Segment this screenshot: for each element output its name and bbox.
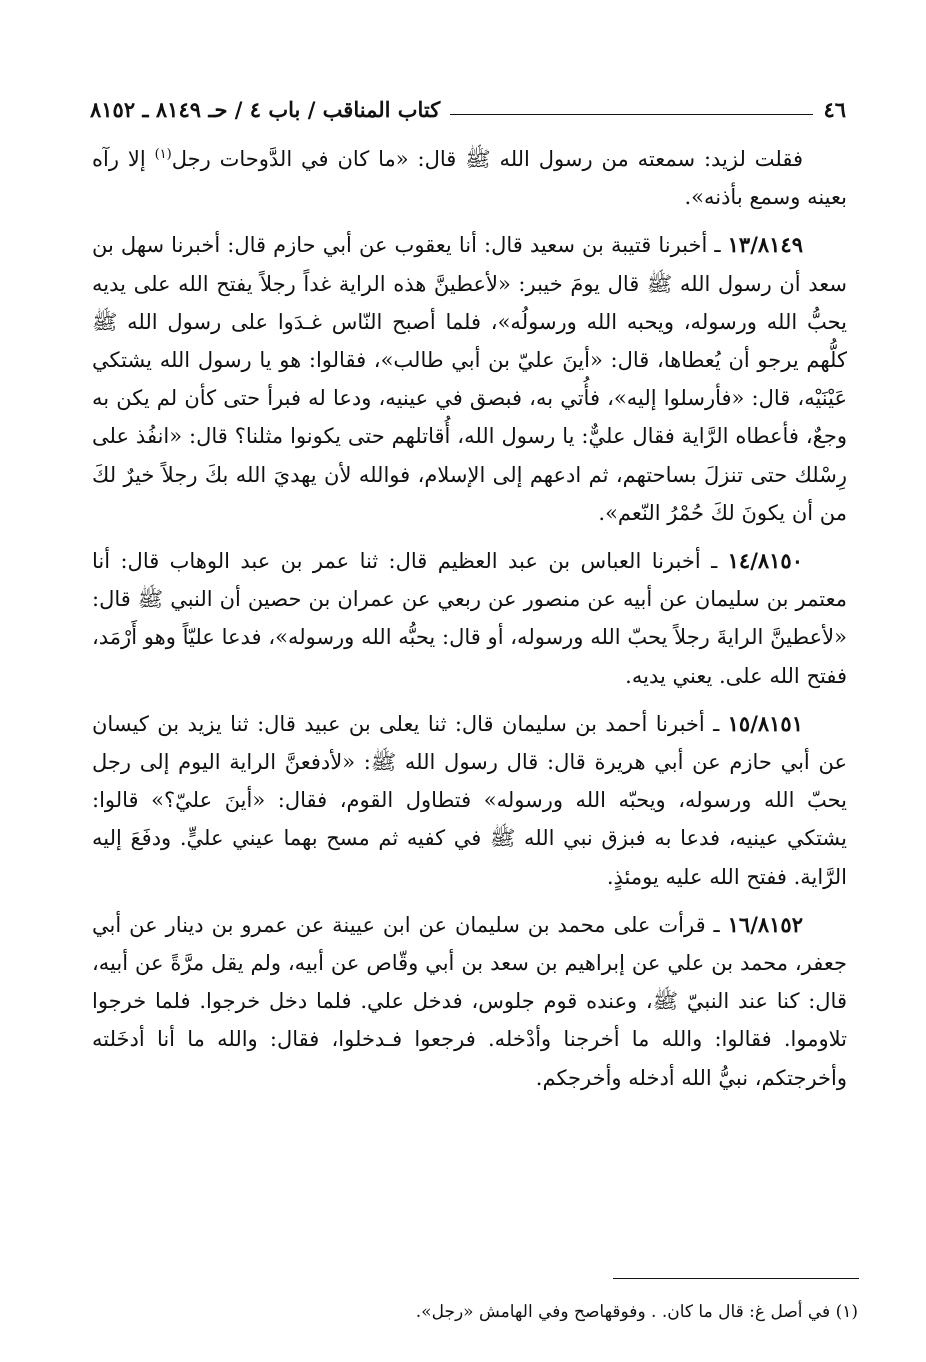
paragraph-continuation	[92, 140, 847, 216]
hadith-paragraph	[92, 226, 847, 532]
footnote-reference: (١)	[154, 147, 172, 162]
running-title: كتاب المناقب / باب ٤ / حـ ٨١٤٩ ـ ٨١٥٢	[90, 97, 441, 122]
footnote: (١) في أصل غ: قال ما كان. . وفوقهاصح وفي الهامش «رجل».	[415, 1302, 858, 1322]
footnote-separator	[613, 1278, 859, 1279]
main-text	[92, 140, 847, 1107]
hadith-number: ١٤/٨١٥٠	[727, 548, 803, 574]
page-header	[90, 88, 846, 122]
hadith-text: ـ قرأت على محمد بن سليمان عن ابن عيينة عن عمرو بن دينار عن أبي جعفر، محمد بن علي عن إبراهيم بن سعد بن أبي وقّاص عن أبيه، ولم يقل مرَّةً عن أبيه، قال: كنا عند النبيّ ﷺ، وعنده قوم جلوس، فدخل علي. فلما دخل خرجوا. فلما خرجوا تلاوموا. فقالوا: والله ما أخرجنا وأدْخله. فرجعوا فـدخلوا، فقال: والله ما أنا أدخَلته وأخرجتكم، نبيُّ الله أدخله وأخرجكم.	[92, 912, 847, 1090]
hadith-number: ١٦/٨١٥٢	[727, 911, 803, 937]
hadith-paragraph	[92, 906, 847, 1097]
paragraph-text: فقلت لزيد: سمعته من رسول الله ﷺ قال: «ما كان في الدَّوحات رجل	[171, 147, 803, 171]
hadith-paragraph	[92, 542, 847, 695]
paragraph-text: إلا رآه بعينه وسمع بأذنه».	[92, 147, 847, 210]
hadith-text: ـ أخبرنا العباس بن عبد العظيم قال: ثنا عمر بن عبد الوهاب قال: أنا معتمر بن سليمان عن أبيه عن منصور عن ربعي عن عمران بن حصين أن النبي ﷺ قال: «لأعطينَّ الرايةَ رجلاً يحبّ الله ورسوله، أو قال: يحبُّه الله ورسوله»، فدعا عليّاً وهو أَرْمَد، ففتح الله على. يعني يديه.	[92, 549, 847, 688]
hadith-number: ١٣/٨١٤٩	[727, 232, 803, 258]
hadith-text: ـ أخبرنا أحمد بن سليمان قال: ثنا يعلى بن عبيد قال: ثنا يزيد بن كيسان عن أبي حازم عن أبي هريرة قال: قال رسول الله ﷺ: «لأدفعنَّ الراية اليوم إلى رجل يحبّ الله ورسوله، ويحبّه الله ورسوله» فتطاول القوم، فقال: «أينَ عليّ؟» قالوا: يشتكي عينيه، فدعا به فبزق نبي الله ﷺ في كفيه ثم مسح بهما عيني عليٍّ. ودفَعَ إليه الرَّاية. ففتح الله عليه يومئذٍ.	[92, 711, 847, 889]
hadith-number: ١٥/٨١٥١	[727, 710, 803, 736]
hadith-text: ـ أخبرنا قتيبة بن سعيد قال: أنا يعقوب عن أبي حازم قال: أخبرنا سهل بن سعد أن رسول الله ﷺ قال يومَ خيبر: «لأعطينَّ هذه الراية غداً رجلاً يفتح الله على يديه يحبُّ الله ورسوله، ويحبه الله ورسولُه»، فلما أصبح النّاس غـدَوا على رسول الله ﷺ كلُّهم يرجو أن يُعطاها، قال: «أينَ عليّ بن أبي طالب»، فقالوا: هو يا رسول الله يشتكي عَيْنَيْه، قال: «فأرسلوا إليه»، فأُتي به، فبصق في عينيه، ودعا له فبرأ حتى كأن لم يكن به وجعٌ، فأعطاه الرَّاية فقال عليٌّ: يا رسول الله، أُقاتلهم حتى يكونوا مثلنا؟ قال: «انفُذ على رِسْلك حتى تنزلَ بساحتهم، ثم ادعهم إلى الإسلام، فوالله لأن يهديَ الله بكَ رجلاً خيرٌ لكَ من أن يكونَ لكَ حُمْرُ النّعم».	[92, 233, 847, 525]
header-rule	[450, 114, 813, 115]
page-number: ٤٦	[823, 97, 846, 122]
hadith-paragraph	[92, 705, 847, 896]
